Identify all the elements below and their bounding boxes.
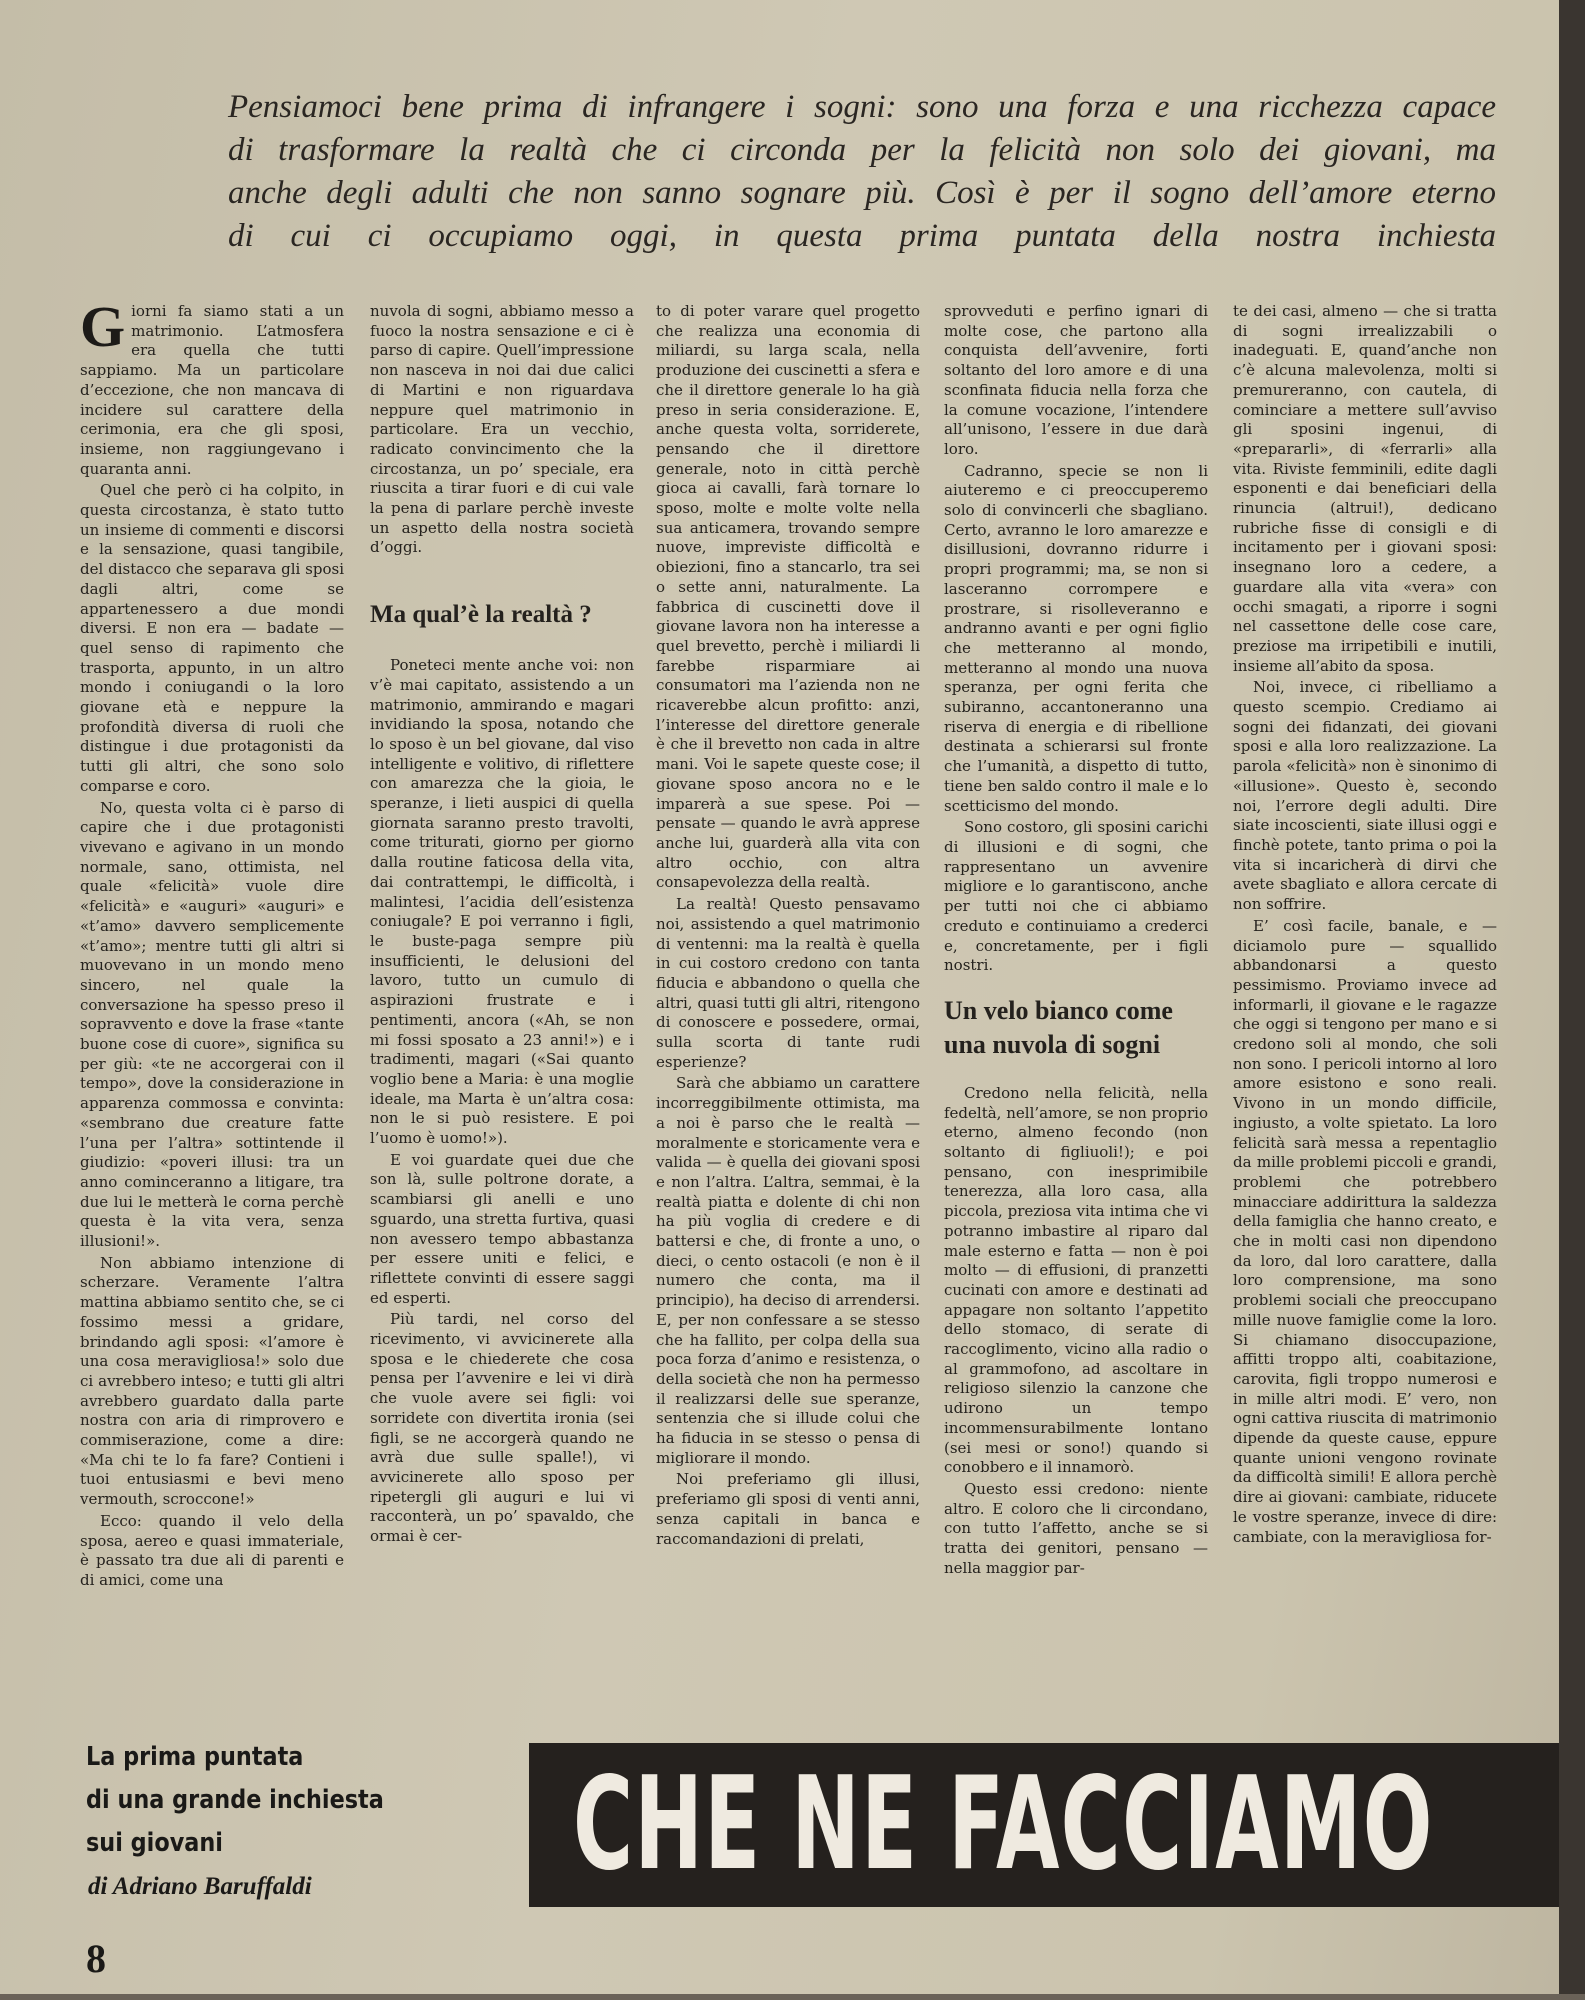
paragraph: E’ così facile, banale, e — diciamolo pure — squallido abbandonarsi a questo pessimismo. Proviamo invece ad informarli, il giovane e le ragazze che oggi si tengono per mano e si credono soli al mondo, che soli non sono. I pericoli intorno al loro amore esistono e sono reali. Vivono in un mondo difficile, ingiusto, a volte spietato. La loro felicità sarà messa a repentaglio da mille problemi piccoli e grandi, problemi che potrebbero minacciare addirittura la saldezza della famiglia che hanno creato, e che in molti casi non dipendono da loro, dal loro carattere, dalla loro comprensione, ma sono problemi sociali che preoccupano mille nuove famiglie come la loro. Si chiamano disoccupazione, affitti troppo alti, coabitazione, carovita, figli troppo numerosi e in mille altri modi. E’ vero, non ogni cattiva riuscita di matrimonio dipende da queste cause, eppure quante unioni vengono rovinate da difficoltà simili! E allora perchè dire ai giovani: cambiate, riducete le vostre speranze, invece di dire: cambiate, con la meravigliosa for- <box>1233 916 1497 1546</box>
paragraph: Cadranno, specie se non li aiuteremo e ci preoccuperemo solo di convincerli che sbagliano. Certo, avranno le loro amarezze e disillusioni, dovranno ridurre i propri programmi; ma, se non si lasceranno corrompere e prostrare, si risolleveranno e andranno avanti e per ogni figlio che metteranno al mondo, metteranno al mondo una nuova speranza, per ogni ferita che subiranno, accantoneranno una riserva di energia e di ribellione destinata a schierarsi sul fronte che l’umanità, a dispetto di tutto, tiene ben saldo contro il male e lo scetticismo del mondo. <box>944 461 1208 815</box>
article-column-2 <box>370 302 634 1692</box>
paragraph: No, questa volta ci è parso di capire che i due protagonisti vivevano e agivano in un mondo normale, sano, ottimista, nel quale «felicità» vuole dire «felicità» e «auguri» «auguri» e «t’amo» davvero semplicemente «t’amo»; mentre tutti gli altri si muovevano in un mondo meno sincero, nel quale la conversazione ha spesso preso il sopravvento e dove la frase «tante buone cose di cuore», significa su per giù: «te ne accorgerai con il tempo», dove la considerazione in apparenza commossa e convinta: «sembrano due creature fatte l’una per l’altra» sottintende il giudizio: «poveri illusi: tra un anno cominceranno a litigare, tra due lui le metterà le corna perchè questa è la vita vera, senza illusioni!». <box>80 798 344 1251</box>
author-byline: di Adriano Baruffaldi <box>88 1873 312 1900</box>
subheading-realta: Ma qual’è la realtà ? <box>370 601 592 629</box>
intro-line-3: anche degli adulti che non sanno sognare più. Così è per il sogno dell’amore eterno <box>228 175 1496 211</box>
paragraph: Più tardi, nel corso del ricevimento, vi avvicinerete alla sposa e le chiederete che cosa pensa per l’avvenire e lei vi dirà che vuole avere sei figli: voi sorridete con divertita ironia (sei figli, se ne accorgerà quando ne avrà due sulle spalle!), vi avvicinerete allo sposo per ripetergli gli auguri e lui vi racconterà, un po’ spavaldo, che ormai è cer- <box>370 1310 634 1546</box>
article-column-4 <box>944 302 1208 1692</box>
paragraph: Ecco: quando il velo della sposa, aereo e quasi immateriale, è passato tra due ali di parenti e di amici, come una <box>80 1511 344 1589</box>
paragraph: nuvola di sogni, abbiamo messo a fuoco la nostra sensazione e ci è parso di capire. Quell’impressione non nasceva in noi dai due calici di Martini e non riguardava neppure quel matrimonio in particolare. Era un vecchio, radicato convincimento che la circostanza, un po’ speciale, era riuscita a tirar fuori e di cui vale la pena di parlare perchè investe un aspetto della nostra società d’oggi. <box>370 302 634 557</box>
kicker-line-2: di una grande inchiesta <box>86 1785 384 1815</box>
page-edge-shadow <box>1559 0 1585 2000</box>
intro-line-2: di trasformare la realtà che ci circonda per la felicità non solo dei giovani, ma <box>228 132 1496 168</box>
subheading-velo-bianco: Un velo bianco come una nuvola di sogni <box>944 995 1173 1059</box>
kicker-line-1: La prima puntata <box>86 1742 304 1772</box>
paragraph: Noi preferiamo gli illusi, preferiamo gli sposi di venti anni, senza capitali in banca e raccomandazioni di prelati, <box>656 1470 920 1548</box>
intro-line-1: Pensiamoci bene prima di infrangere i sogni: sono una forza e una ricchezza capace <box>228 89 1496 125</box>
paragraph: Credono nella felicità, nella fedeltà, nell’amore, se non proprio eterno, almeno fecondo (non soltanto di figliuoli!); e poi pensano, con inesprimibile tenerezza, alla loro casa, alla piccola, preziosa vita intima che vi potranno imbastire al riparo dal male esterno e fatta — non è poi molto — di effusioni, di pranzetti cucinati con amore e destinati ad appagare non soltanto l’appetito dello stomaco, di serate di raccoglimento, vicino alla radio o al grammofono, ad ascoltare in religioso silenzio la canzone che udirono un tempo incommensurabilmente lontano (sei mesi or sono!) quando si conobbero e il innamorò. <box>944 1083 1208 1477</box>
paragraph: te dei casi, almeno — che si tratta di sogni irrealizzabili o inadeguati. E, quand’anche non c’è alcuna malevolenza, molti si premureranno, con cautela, di cominciare a mettere sull’avviso gli sposini ingenui, di «prepararli», di «ferrarli» alla vita. Riviste femminili, edite dagli esponenti e dai beneficiari della rinuncia (altrui!), dedicano rubriche fisse di consigli e di incitamento per i giovani sposi: insegnano loro a cedere, a guardare alla vita «vera» con occhi smagati, a riporre i sogni nel cassettone delle cose care, preziose ma irripetibili e inutili, insieme all’abito da sposa. <box>1233 302 1497 675</box>
article-column-5 <box>1233 302 1497 1692</box>
series-kicker <box>86 1736 430 1865</box>
paragraph: Sarà che abbiamo un carattere incorreggibilmente ottimista, ma a noi è parso che le realtà — moralmente e storicamente vera e valida — è quella dei giovani sposi e non l’altra. L’altra, semmai, è la realtà piatta e dolente di chi non ha più voglia di credere e di battersi e che, di fronte a uno, o dieci, o cento ostacoli (e non è il numero che conta, ma il principio), ha deciso di arrendersi. E, per non confessare a se stesso che ha fallito, per colpa della sua poca forza d’animo e resistenza, o della società che non ha permesso il realizzarsi delle sue speranze, sentenzia che si illude colui che ha fiducia in se stesso o pensa di migliorare il mondo. <box>656 1074 920 1467</box>
kicker-line-3: sui giovani <box>86 1828 223 1858</box>
headline-banner <box>529 1743 1559 1907</box>
paragraph: La realtà! Questo pensavamo noi, assistendo a quel matrimonio di ventenni: ma la realtà è quella in cui costoro credono con tanta fiducia e abbandono o quella che altri, quasi tutti gli altri, ritengono di conoscere e possedere, ormai, sulla scorta di tante rudi esperienze? <box>656 895 920 1071</box>
paragraph <box>80 302 344 479</box>
intro-line-4: di cui ci occupiamo oggi, in questa prima puntata della nostra inchiesta <box>228 218 1496 254</box>
page-number: 8 <box>86 1936 106 1981</box>
paragraph: sprovveduti e perfino ignari di molte cose, che partono alla conquista dell’avvenire, forti soltanto del loro amore e di una sconfinata fiducia nella forza che la comune vocazione, l’intendere all’unisono, l’essere in due darà loro. <box>944 302 1208 458</box>
paragraph: E voi guardate quei due che son là, sulle poltrone dorate, a scambiarsi gli anelli e uno sguardo, una stretta furtiva, quasi non avessero tempo abbastanza per essere uniti e felici, e riflettete convinti di essere saggi ed esperti. <box>370 1150 634 1307</box>
paragraph: Non abbiamo intenzione di scherzare. Veramente l’altra mattina abbiamo sentito che, se ci fossimo messi a gridare, brindando agli sposi: «l’amore è una cosa meravigliosa!» solo due ci avrebbero inteso; e tutti gli altri avrebbero guardato dalla parte nostra con aria di rimprovero e commiserazione, come a dire: «Ma chi te lo fa fare? Contieni i tuoi entusiasmi e bevi meno vermouth, scroccone!» <box>80 1253 344 1509</box>
page-bottom-edge <box>0 1994 1585 2000</box>
paragraph: Poneteci mente anche voi: non v’è mai capitato, assistendo a un matrimonio, ammirando e magari invidiando la sposa, notando che lo sposo è un bel giovane, dal viso intelligente e volitivo, di riflettere con amarezza che la gioia, le speranze, i lieti auspici di quella giornata saranno presto travolti, come triturati, giorno per giorno dalla routine faticosa della vita, dai contrattempi, le difficoltà, i malintesi, l’acidia dell’esistenza coniugale? E poi verranno i figli, le buste-paga sempre più insufficienti, le delusioni del lavoro, tutto un cumulo di aspirazioni frustrate e i pentimenti, ancora («Ah, se non mi fossi sposato a 23 anni!») e i tradimenti, magari («Sai quanto voglio bene a Maria: è una moglie ideale, ma Marta è un’altra cosa: non le si può resistere. E poi l’uomo è uomo!»). <box>370 656 634 1148</box>
paragraph: Sono costoro, gli sposini carichi di illusioni e di sogni, che rappresentano un avvenire migliore e lo garantiscono, anche per tutti noi che ci abbiamo creduto e continuiamo a crederci e, concretamente, per i figli nostri. <box>944 818 1208 975</box>
paragraph: to di poter varare quel progetto che realizza una economia di miliardi, su larga scala, nella produzione dei cuscinetti a sfera e che il direttore generale lo ha già preso in seria considerazione. E, anche questa volta, sorriderete, pensando che il direttore generale, noto in città perchè gioca ai cavalli, farà tornare lo sposo, molte e molte volte nella sua anticamera, trovando sempre nuove, impreviste difficoltà e obiezioni, fino a stancarlo, tra sei o sette anni, naturalmente. La fabbrica di cuscinetti dove il giovane lavora non ha interesse a quel brevetto, perchè i miliardi li farebbe risparmiare ai consumatori ma l’azienda non ne ricaverebbe alcun profitto: anzi, l’interesse del direttore generale è che il brevetto non cada in altre mani. Voi le sapete queste cose; il giovane sposo ancora no e le imparerà a sue spese. Poi — pensate — quando le avrà apprese anche lui, guarderà alla vita con altro occhio, con altra consapevolezza della realtà. <box>656 302 920 892</box>
article-column-3 <box>656 302 920 1692</box>
headline-title: CHE NE FACCIAMO <box>573 1750 1434 1899</box>
article-column-1 <box>80 302 344 1692</box>
drop-cap: G <box>80 302 126 359</box>
paragraph: Quel che però ci ha colpito, in questa circostanza, è stato tutto un insieme di commenti e discorsi e la sensazione, quasi tangibile, del distacco che separava gli sposi dagli altri, come se appartenessero a due mondi diversi. E non era — badate — quel senso di rapimento che trasporta, appunto, in un altro mondo i coniugandi o la loro giovane età e neppure la profondità diversa di ruoli che distingue i due protagonisti da tutti gli altri, che sono solo comparse e coro. <box>80 481 344 795</box>
paragraph-text: iorni fa siamo stati a un matrimonio. L’atmosfera era quella che tutti sappiamo. Ma un particolare d’eccezione, che non mancava di incidere sul carattere della cerimonia, era che gli sposi, insieme, non raggiungevano i quaranta anni. <box>80 302 344 478</box>
paragraph: Noi, invece, ci ribelliamo a questo scempio. Crediamo ai sogni dei fidanzati, dei giovani sposi e alla loro realizzazione. La parola «felicità» non è sinonimo di «illusione». Questo è, secondo noi, l’errore degli adulti. Dire siate incoscienti, siate illusi oggi e finchè potete, tanto prima o poi la vita si incaricherà di dirvi che avete sbagliato e allora cercate di non soffrire. <box>1233 678 1497 914</box>
paragraph: Questo essi credono: niente altro. E coloro che li circondano, con tutto l’affetto, anche se si tratta dei genitori, pensano — nella maggior par- <box>944 1479 1208 1577</box>
intro-deck <box>228 86 1496 258</box>
